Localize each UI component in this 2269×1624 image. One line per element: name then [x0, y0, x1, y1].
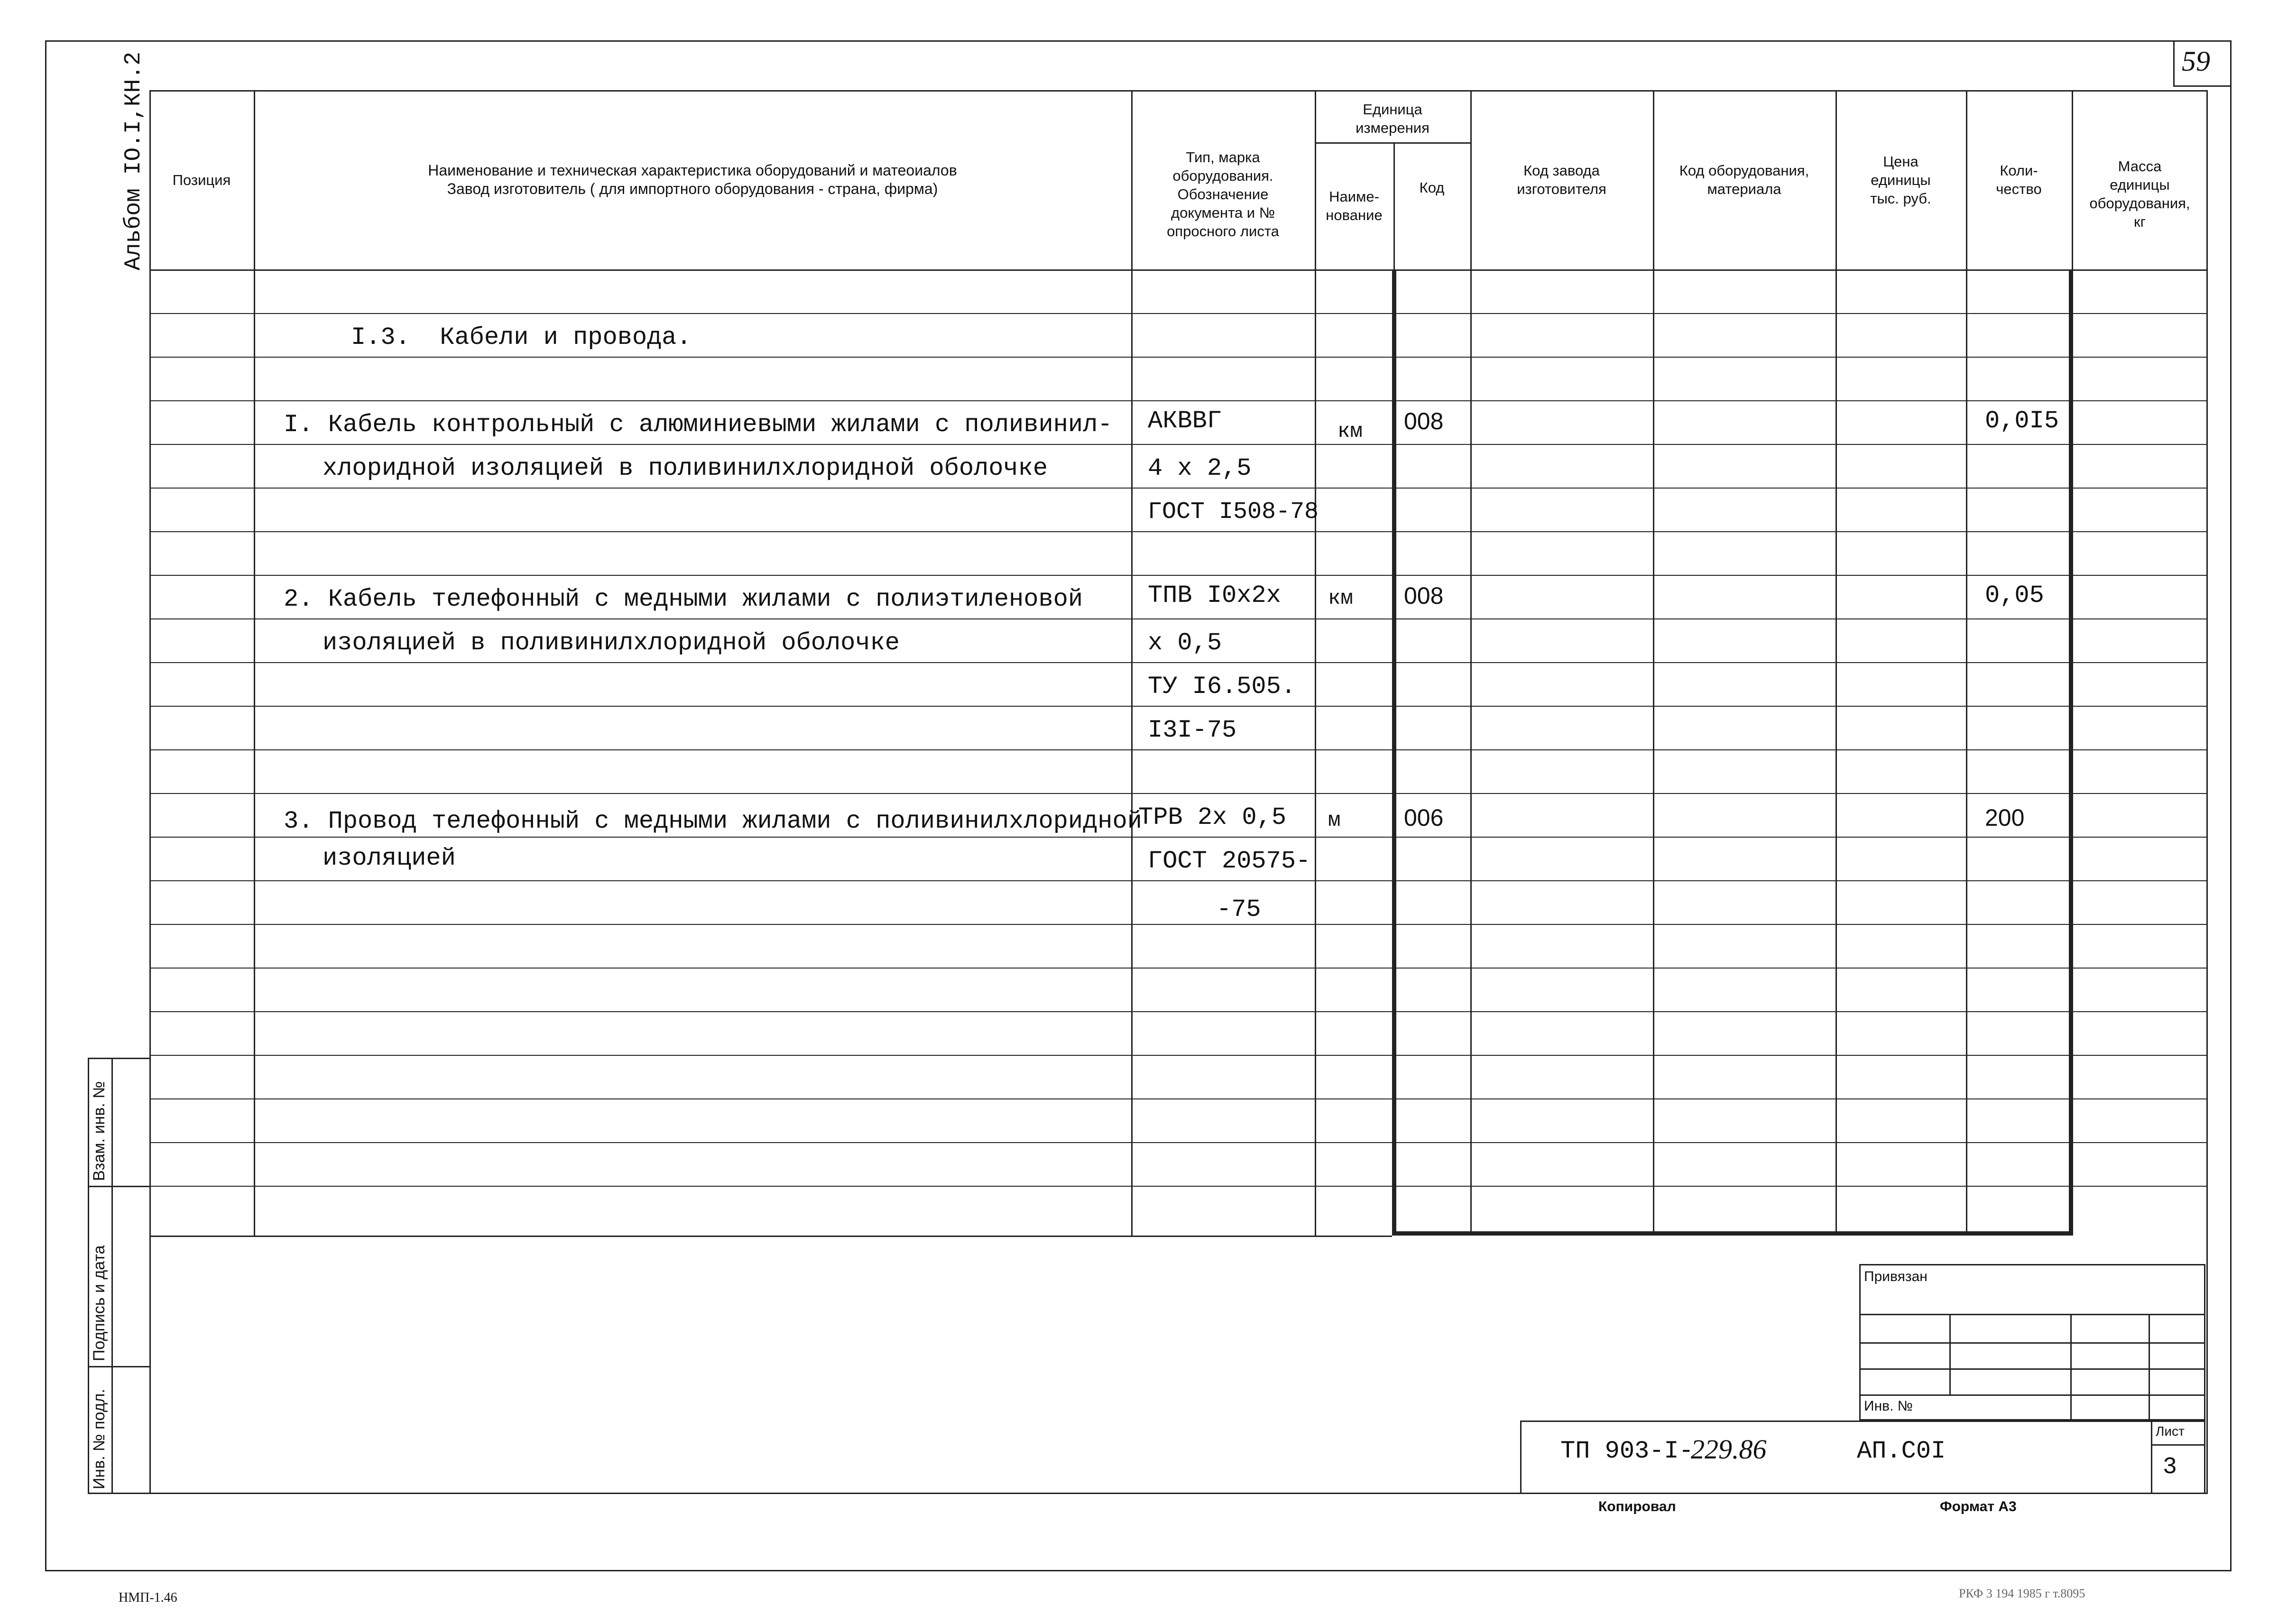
side-stamp-row: [88, 1366, 151, 1367]
header-quantity: Коли- чество: [1996, 162, 2042, 197]
item-3-line2: изоляцией: [323, 844, 456, 872]
side-stamp-row: [88, 1186, 151, 1187]
side-label-inv-no: Взам. инв. №: [90, 1081, 108, 1181]
header-equipment-code: Код оборудования, материала: [1679, 162, 1809, 197]
item-1-line1: I. Кабель контрольный с алюминиевыми жилами с поливинил-: [284, 411, 1113, 439]
footer-right-code: РКФ 3 194 1985 г т.8095: [1959, 1587, 2085, 1600]
item-1-line2: хлоридной изоляцией в поливинилхлоридной оболочке: [323, 454, 1048, 482]
row-line: [149, 357, 2208, 358]
item-1-unit: км: [1337, 420, 1363, 443]
item-1-type-2: 4 х 2,5: [1148, 454, 1252, 482]
header-bottom-line: [149, 269, 2208, 271]
section-title: I.3. Кабели и провода.: [351, 323, 692, 351]
body-bottom-line-left: [149, 1236, 1392, 1237]
doc-code: ТП 903-I-: [1560, 1437, 1694, 1465]
privyazan-label: Привязан: [1864, 1269, 1928, 1284]
header-unit-code: Код: [1419, 179, 1445, 196]
header-name: Наименование и техническая характеристика оборудований и матеоиалов Завод изготовитель ( для импортного оборудования - страна, фирма): [428, 162, 957, 197]
item-3-qty: 200: [1985, 804, 2025, 831]
item-2-type-3: ТУ I6.505.: [1148, 673, 1296, 701]
item-2-qty: 0,05: [1985, 581, 2044, 609]
row-line: [149, 1142, 2208, 1143]
row-line: [149, 749, 2208, 750]
row-line: [149, 618, 2208, 619]
side-label-inv-orig: Инв. № подл.: [90, 1389, 108, 1489]
row-line: [149, 662, 2208, 663]
header-type: Тип, марка оборудования. Обозначение документа и № опросного листа: [1167, 148, 1279, 240]
row-line: [149, 400, 2208, 401]
privyazan-col: [2070, 1314, 2072, 1421]
header-mass: Масса единицы оборудования, кг: [2089, 158, 2190, 230]
item-2-line1: 2. Кабель телефонный с медными жилами с полиэтиленовой: [284, 585, 1083, 613]
privyazan-row: [1859, 1368, 2205, 1370]
row-line: [149, 531, 2208, 532]
item-2-unit: км: [1328, 587, 1353, 610]
privyazan-inv-label: Инв. №: [1864, 1398, 1913, 1414]
col-line-thick: [2069, 269, 2073, 1236]
body-bottom-line: [1392, 1231, 2073, 1236]
item-3-code: 006: [1404, 804, 1444, 831]
item-1-type-1: АКВВГ: [1148, 407, 1222, 435]
row-line: [149, 1055, 2208, 1056]
footer-left-code: НМП-1.46: [119, 1590, 177, 1605]
header-unit-name: Наиме- нование: [1326, 188, 1383, 223]
row-line: [149, 313, 2208, 314]
row-line: [149, 837, 2208, 838]
item-2-code: 008: [1404, 582, 1444, 609]
row-line: [149, 793, 2208, 794]
doc-code-hand: 229.86: [1691, 1434, 1767, 1465]
row-line: [149, 1098, 2208, 1099]
row-line: [149, 706, 2208, 707]
row-line: [149, 488, 2208, 489]
privyazan-col: [1949, 1314, 1951, 1394]
row-line: [149, 880, 2208, 881]
doc-mark: АП.С0I: [1857, 1437, 1946, 1465]
side-label-sign-date: Подпись и дата: [90, 1245, 108, 1361]
item-2-line2: изоляцией в поливинилхлоридной оболочке: [323, 629, 900, 657]
item-3-line1: 3. Провод телефонный с медными жилами с поливинилхлоридной: [284, 807, 1142, 835]
row-line: [149, 1186, 2208, 1187]
row-line: [149, 1011, 2208, 1012]
item-3-type-1: ТРВ 2х 0,5: [1138, 803, 1287, 831]
item-2-type-4: I3I-75: [1148, 716, 1237, 744]
header-unit-group: Единица измерения: [1356, 101, 1430, 136]
side-stamp-divider: [111, 1058, 113, 1494]
col-line-thick: [1392, 269, 1396, 1236]
title-block-list-row: [2151, 1444, 2205, 1446]
item-1-type-3: ГОСТ I508-78: [1148, 498, 1319, 526]
row-line: [149, 924, 2208, 925]
item-3-unit: м: [1328, 809, 1341, 832]
row-line: [149, 444, 2208, 445]
privyazan-row: [1859, 1314, 2205, 1315]
item-1-code: 008: [1404, 408, 1444, 434]
item-2-type-1: ТПВ I0х2х: [1148, 581, 1281, 609]
footer-copied: Копировал: [1598, 1499, 1676, 1514]
album-label: Альбом IO.I,КН.2: [121, 52, 147, 270]
item-1-qty: 0,0I5: [1985, 407, 2059, 435]
footer-format: Формат А3: [1940, 1499, 2017, 1514]
sheet-number: 59: [2182, 46, 2210, 77]
privyazan-row: [1859, 1342, 2205, 1344]
list-label: Лист: [2156, 1424, 2185, 1439]
privyazan-row: [1859, 1394, 2205, 1396]
header-position: Позиция: [172, 171, 231, 188]
list-number: 3: [2163, 1454, 2177, 1481]
item-3-type-2: ГОСТ 20575-: [1148, 847, 1311, 875]
header-price: Цена единицы тыс. руб.: [1870, 153, 1931, 207]
title-block-list-col: [2151, 1421, 2152, 1494]
header-plant-code: Код завода изготовителя: [1517, 162, 1606, 197]
privyazan-col: [2149, 1314, 2150, 1421]
row-line: [149, 575, 2208, 576]
item-2-type-2: х 0,5: [1148, 629, 1222, 657]
item-3-type-3: -75: [1217, 895, 1261, 923]
row-line: [149, 968, 2208, 969]
